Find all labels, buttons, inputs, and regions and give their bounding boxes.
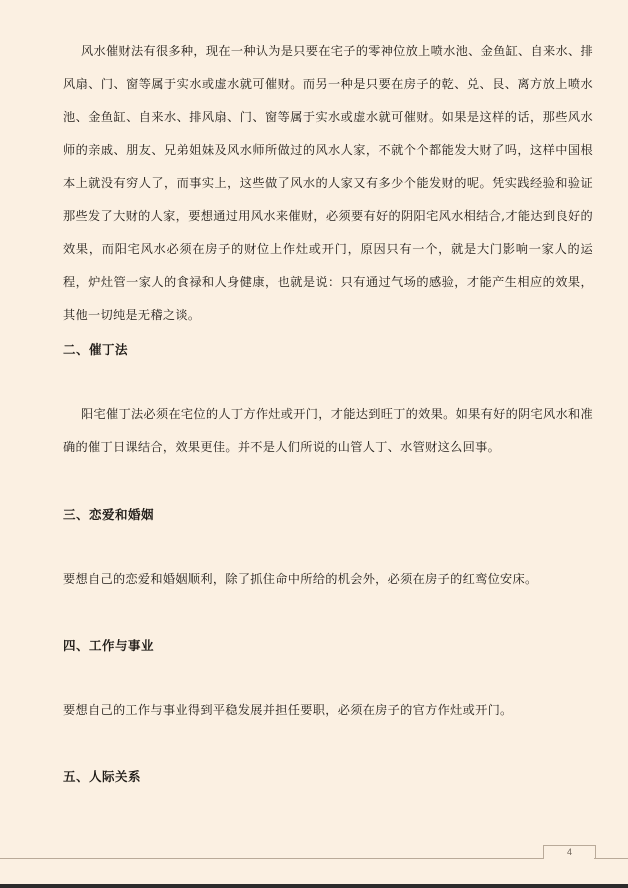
- heading-relationships: 五、人际关系: [63, 769, 142, 784]
- paragraph-fertility-method: [63, 398, 593, 464]
- paragraph-wealth-method: [63, 35, 593, 332]
- bottom-edge-bar: [0, 884, 628, 888]
- heading-love-marriage: 三、恋爱和婚姻: [63, 507, 155, 522]
- paragraph-fertility-method-text: 阳宅催丁法必须在宅位的人丁方作灶或开门，才能达到旺丁的效果。如果有好的阴宅风水和准确的催丁日课结合，效果更佳。并不是人们所说的山管人丁、水管财这么回事。: [63, 407, 593, 454]
- heading-fertility-method: 二、催丁法: [63, 342, 129, 357]
- paragraph-wealth-method-text: 风水催财法有很多种，现在一种认为是只要在宅子的零神位放上喷水池、金鱼缸、自来水、排风扇、门、窗等属于实水或虚水就可催财。而另一种是只要在房子的乾、兑、艮、离方放上喷水池、金鱼缸、自来水、排风扇、门、窗等属于实水或虚水就可催财。如果是这样的话，那些风水师的亲戚、朋友、兄弟姐妹及风水师所做过的风水人家，不就个个都能发大财了吗，这样中国根本上就没有穷人了，而事实上，这些做了风水的人家又有多少个能发财的呢。凭实践经验和验证那些发了大财的人家，要想通过用风水来催财，必须要有好的阴阳宅风水相结合,才能达到良好的效果，而阳宅风水必须在房子的财位上作灶或开门，原因只有一个，就是大门影响一家人的运程，炉灶管一家人的食禄和人身健康，也就是说：只有通过气场的感验，才能产生相应的效果，其他一切纯是无稽之谈。: [63, 44, 593, 322]
- footer-divider-right: [594, 858, 628, 859]
- footer-divider-left: [0, 858, 543, 859]
- page-number: 4: [543, 845, 596, 859]
- heading-work-career: 四、工作与事业: [63, 638, 155, 653]
- paragraph-love-marriage: 要想自己的恋爱和婚姻顺利，除了抓住命中所给的机会外，必须在房子的红鸾位安床。: [63, 572, 538, 586]
- paragraph-work-career: 要想自己的工作与事业得到平稳发展并担任要职，必须在房子的官方作灶或开门。: [63, 703, 513, 717]
